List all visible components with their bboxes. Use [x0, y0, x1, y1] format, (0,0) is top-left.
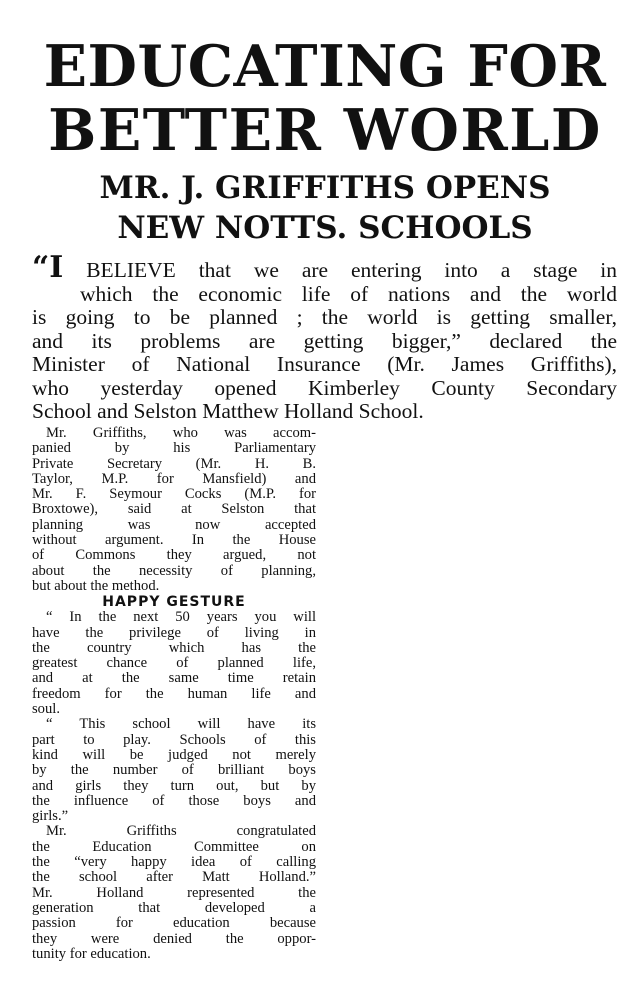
text-line: and girls they turn out, but by: [32, 777, 316, 794]
text-line: the country which has the: [32, 639, 316, 656]
text-line: “ In the next 50 years you will: [46, 609, 316, 626]
text-line: they were denied the oppor-: [32, 930, 316, 947]
text-line: about the necessity of planning,: [32, 562, 316, 579]
text-line: and at the same time retain: [32, 670, 316, 687]
lead-line-1-text: BELIEVE that we are entering into a stage in: [86, 258, 617, 282]
lead-line-1: [32, 250, 617, 285]
text-line: the school after Matt Holland.”: [32, 869, 316, 886]
text-line: soul.: [32, 701, 60, 718]
text-line: by the number of brilliant boys: [32, 762, 316, 779]
lead-line-7: School and Selston Matthew Holland School.: [32, 399, 424, 423]
text-line: freedom for the human life and: [32, 685, 316, 702]
body-column: [32, 426, 316, 962]
text-line: greatest chance of planned life,: [32, 655, 316, 672]
paragraph-4: [32, 824, 316, 962]
paragraph-2: [32, 610, 316, 717]
text-line: tunity for education.: [32, 945, 151, 962]
lead-line-5: Minister of National Insurance (Mr. James Griffiths),: [32, 352, 617, 376]
drop-cap: “I: [32, 250, 64, 285]
text-line: have the privilege of living in: [32, 624, 316, 641]
text-line: Private Secretary (Mr. H. B.: [32, 455, 316, 472]
lead-line-6: who yesterday opened Kimberley County Secondary: [32, 375, 617, 400]
text-line: Taylor, M.P. for Mansfield) and: [32, 470, 316, 487]
text-line: the Education Committee on: [32, 838, 316, 855]
paragraph-1: [32, 426, 316, 594]
subheadline-line-1: MR. J. GRIFFITHS OPENS: [99, 170, 551, 206]
text-line: without argument. In the House: [32, 532, 316, 549]
text-line: kind will be judged not merely: [32, 746, 316, 763]
text-line: part to play. Schools of this: [32, 731, 316, 748]
text-line: planning was now accepted: [32, 516, 316, 533]
lead-line-2: which the economic life of nations and the world: [80, 281, 617, 306]
text-line: Broxtowe), said at Selston that: [32, 501, 316, 518]
text-line: generation that developed a: [32, 899, 316, 916]
lead-paragraph: [32, 250, 617, 424]
text-line: Mr. Griffiths congratulated: [46, 823, 316, 840]
paragraph-3: [32, 717, 316, 824]
text-line: but about the method.: [32, 577, 160, 594]
text-line: Mr. Griffiths, who was accom-: [46, 425, 316, 441]
text-line: Mr. Holland represented the: [32, 884, 316, 901]
text-line: Mr. F. Seymour Cocks (M.P. for: [32, 486, 316, 503]
crosshead: HAPPY GESTURE: [102, 594, 246, 611]
text-line: the “very happy idea of calling: [32, 854, 316, 871]
text-line: of Commons they argued, not: [32, 547, 316, 564]
lead-line-4: and its problems are getting bigger,” declared the: [32, 328, 617, 353]
headline-line-1: EDUCATING FOR: [43, 33, 607, 100]
text-line: the influence of those boys and: [32, 792, 316, 809]
text-line: “ This school will have its: [46, 716, 316, 733]
text-line: passion for education because: [32, 915, 316, 932]
lead-line-3: is going to be planned ; the world is getting smaller,: [32, 305, 617, 329]
subheadline-line-2: NEW NOTTS. SCHOOLS: [117, 210, 533, 246]
text-line: girls.”: [32, 808, 69, 825]
text-line: panied by his Parliamentary: [32, 440, 316, 457]
headline-line-2: BETTER WORLD: [48, 97, 602, 164]
